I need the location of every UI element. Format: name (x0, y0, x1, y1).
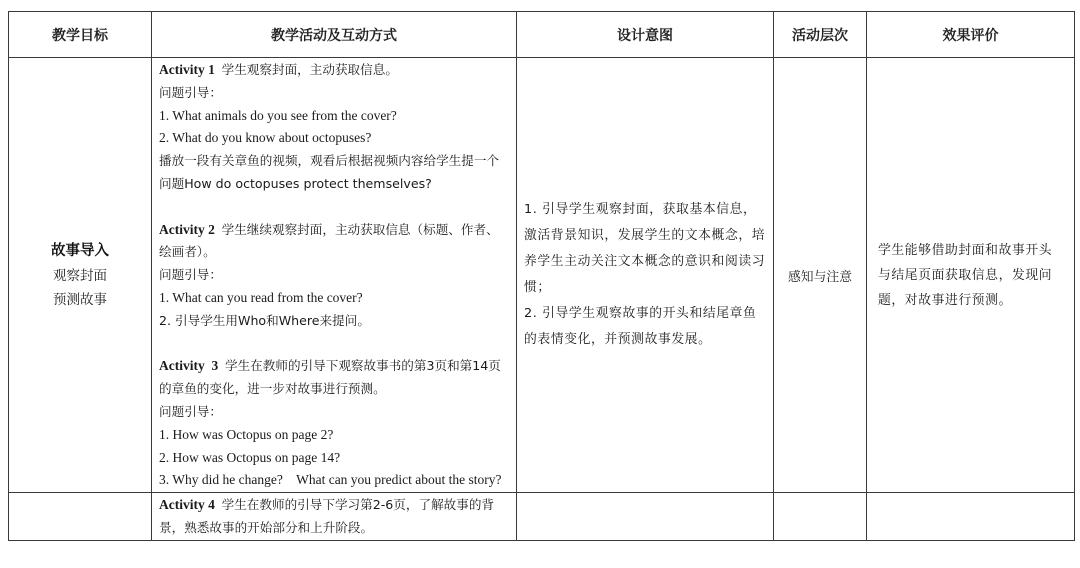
activity-intro: 学生在教师的引导下观察故事书的第3页和第14页的章鱼的变化，进一步对故事进行预测。 (159, 358, 501, 397)
design-intent-cell (517, 493, 774, 541)
activity-line: 播放一段有关章鱼的视频，观看后根据视频内容给学生提一个问题How do octopuses protect themselves? (159, 153, 500, 191)
activity-line: 1. How was Octopus on page 2? (159, 426, 334, 442)
header-activity-level: 活动层次 (774, 12, 867, 58)
activity-label: Activity 3 (159, 358, 219, 374)
activities-cell (152, 493, 517, 541)
activity-level-cell: 感知与注意 (774, 58, 867, 493)
activity-line: 3. Why did he change? What can you predict about the story? (159, 472, 502, 488)
activity-line: 问题引导： (159, 403, 222, 419)
activity-level-cell (774, 493, 867, 541)
lesson-plan-table (8, 11, 1075, 541)
activity-label: Activity 1 (159, 62, 215, 77)
activity-label: Activity 2 (159, 221, 215, 237)
table-row (9, 58, 1075, 493)
header-design-intent: 设计意图 (517, 12, 774, 58)
activity-line: 1. What can you read from the cover? (159, 289, 363, 305)
design-intent-cell (517, 58, 774, 493)
activity-line: 问题引导： (159, 84, 222, 100)
goal-subtitle: 预测故事 (53, 292, 107, 309)
header-teaching-goal: 教学目标 (9, 12, 152, 58)
activity-1 (159, 59, 510, 196)
evaluation-cell: 学生能够借助封面和故事开头与结尾页面获取信息，发现问题，对故事进行预测。 (867, 58, 1075, 493)
activities-cell (152, 58, 517, 493)
header-activities: 教学活动及互动方式 (152, 12, 517, 58)
activity-line: 1. What animals do you see from the cover? (159, 107, 397, 123)
activity-3 (159, 355, 510, 492)
goal-cell (9, 493, 152, 541)
table-row (9, 493, 1075, 541)
activity-line: 2. 引导学生用Who和Where来提问。 (159, 312, 370, 328)
evaluation-cell (867, 493, 1075, 541)
activity-label: Activity 4 (159, 497, 215, 513)
activity-line: 2. What do you know about octopuses? (159, 130, 372, 146)
activity-intro: 学生在教师的引导下学习第2-6页，了解故事的背景，熟悉故事的开始部分和上升阶段。 (159, 497, 495, 535)
goal-title: 故事导入 (51, 243, 109, 260)
header-evaluation: 效果评价 (867, 12, 1075, 58)
goal-subtitle: 观察封面 (53, 268, 107, 285)
design-intent-item: 2. 引导学生观察故事的开头和结尾章鱼的表情变化，并预测故事发展。 (524, 306, 757, 348)
activity-intro: 学生继续观察封面，主动获取信息（标题、作者、绘画者）。 (159, 221, 499, 260)
activity-line: 问题引导： (159, 267, 222, 283)
activity-2 (159, 219, 510, 333)
activity-intro: 学生观察封面，主动获取信息。 (221, 62, 398, 77)
header-row (9, 12, 1075, 58)
activity-line: 2. How was Octopus on page 14? (159, 449, 341, 465)
goal-cell (9, 58, 152, 493)
design-intent-item: 1. 引导学生观察封面，获取基本信息，激活背景知识，发展学生的文本概念，培养学生主动关注文本概念的意识和阅读习惯； (524, 202, 766, 296)
